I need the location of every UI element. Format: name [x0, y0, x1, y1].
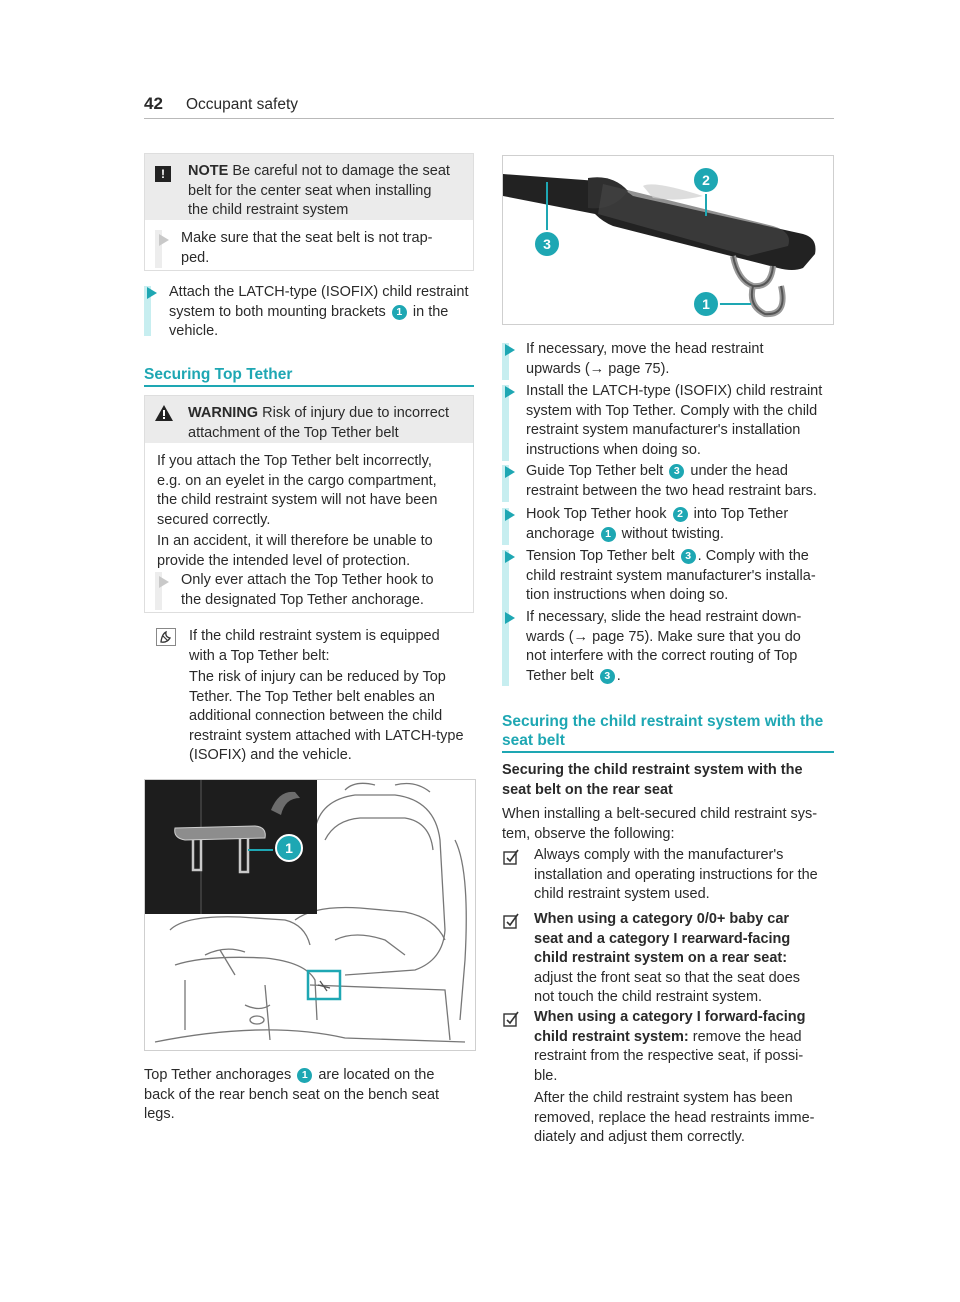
notice-icon: !: [155, 166, 171, 182]
note-label: NOTE: [188, 163, 229, 179]
step-arrow-icon: [505, 612, 515, 624]
warning-label: WARNING: [188, 405, 259, 421]
step-tension-belt: Tension Top Tether belt 3 . Comply with the child restraint system manufacturer's installa- tion instructions when doing so.: [526, 548, 816, 603]
step-arrow-icon: [505, 386, 515, 398]
step-arrow-icon: [159, 576, 169, 588]
note-box: [144, 153, 474, 271]
step-guide-belt: Guide Top Tether belt 3 under the head restraint between the two head restraint bars.: [526, 463, 817, 499]
rear-seat-drawing: [145, 780, 476, 1051]
svg-text:3: 3: [543, 236, 551, 252]
section-divider: [502, 751, 834, 753]
section-title-top-tether: Securing Top Tether: [144, 366, 293, 383]
check-item-2: When using a category 0/0+ baby car seat and a category I rearward-facing child restraint system on a rear seat: adjust the front seat so that the seat does not touch the child restraint system.: [534, 911, 801, 1005]
callout-3: 3: [681, 549, 696, 564]
check-item-1: Always comply with the manufacturer's installation and operating instructions for the child restraint system used.: [534, 847, 818, 902]
step-slide-head-restraint: If necessary, slide the head restraint down- wards (→ page 75). Make sure that you do not interfere with the correct routing of Top Tether belt 3 .: [526, 609, 802, 684]
callout-3: 3: [669, 464, 684, 479]
callout-3: 3: [600, 669, 615, 684]
step-install-latch: Install the LATCH-type (ISOFIX) child restraint system with Top Tether. Comply with the child restraint system manufacturer's installation instructions when doing so.: [526, 383, 823, 458]
step-arrow-icon: [159, 234, 169, 246]
step-arrow-icon: [505, 344, 515, 356]
section-divider: [144, 385, 474, 387]
callout-2: 2: [673, 507, 688, 522]
environment-note-icon: [156, 628, 176, 646]
rear-seat-intro: When installing a belt-secured child restraint sys- tem, observe the following:: [502, 806, 818, 842]
page-number: 42: [144, 94, 163, 113]
step-arrow-icon: [505, 466, 515, 478]
anchorage-caption: Top Tether anchorages 1 are located on the back of the rear bench seat on the bench seat legs.: [144, 1067, 440, 1122]
section-title-seat-belt: Securing the child restraint system with the seat belt: [502, 713, 824, 749]
check-item-3: When using a category I forward-facing child restraint system: remove the head restraint from the respective seat, if possi- ble. After the child restraint system has been removed, replace the head restraints imme- diately and adjust them correctly.: [534, 1009, 815, 1145]
step-arrow-icon: [505, 551, 515, 563]
checkmark-icon: [503, 1011, 519, 1027]
step-attach: Attach the LATCH-type (ISOFIX) child restraint system to both mounting brackets 1 in the vehicle.: [169, 284, 469, 339]
note-step: Make sure that the seat belt is not trap- ped.: [181, 230, 433, 266]
step-arrow-icon: [505, 509, 515, 521]
step-hook-tether: Hook Top Tether hook 2 into Top Tether anchorage 1 without twisting.: [526, 506, 789, 542]
subheading-rear-seat: Securing the child restraint system with the seat belt on the rear seat: [502, 762, 803, 798]
svg-text:1: 1: [702, 296, 710, 312]
svg-text:1: 1: [285, 840, 293, 856]
callout-1: 1: [392, 305, 407, 320]
checkmark-icon: [503, 913, 519, 929]
callout-1: 1: [601, 527, 616, 542]
rear-seat-illustration: [144, 779, 476, 1051]
callout-1: 1: [297, 1068, 312, 1083]
warning-box: [144, 395, 474, 613]
step-head-restraint-up: If necessary, move the head restraint upwards (→ page 75).: [526, 341, 764, 377]
checkmark-icon: [503, 849, 519, 865]
environment-note-text: If the child restraint system is equipped with a Top Tether belt: The risk of injury can be reduced by Top Tether. The Top Tether belt enables an additional connection between the child restraint system attached with LATCH-type (ISOFIX) and the vehicle.: [189, 628, 464, 763]
step-arrow-icon: [147, 287, 157, 299]
warning-icon: [155, 405, 173, 421]
svg-text:2: 2: [702, 172, 710, 188]
page-header-title: Occupant safety: [186, 96, 299, 113]
note-text: NOTE Be careful not to damage the seat belt for the center seat when installing the child restraint system: [188, 163, 450, 218]
header-divider: [144, 118, 834, 119]
top-tether-hook-illustration: [502, 155, 834, 325]
warning-step: Only ever attach the Top Tether hook to the designated Top Tether anchorage.: [181, 572, 434, 608]
warning-body: If you attach the Top Tether belt incorrectly, e.g. on an eyelet in the cargo compartment, the child restraint system will not have been secured correctly. In an accident, it will therefore be unable to provide the intended level of protection.: [157, 453, 438, 569]
tether-drawing: [503, 156, 834, 325]
warning-head-text: WARNING Risk of injury due to incorrect attachment of the Top Tether belt: [188, 405, 450, 441]
